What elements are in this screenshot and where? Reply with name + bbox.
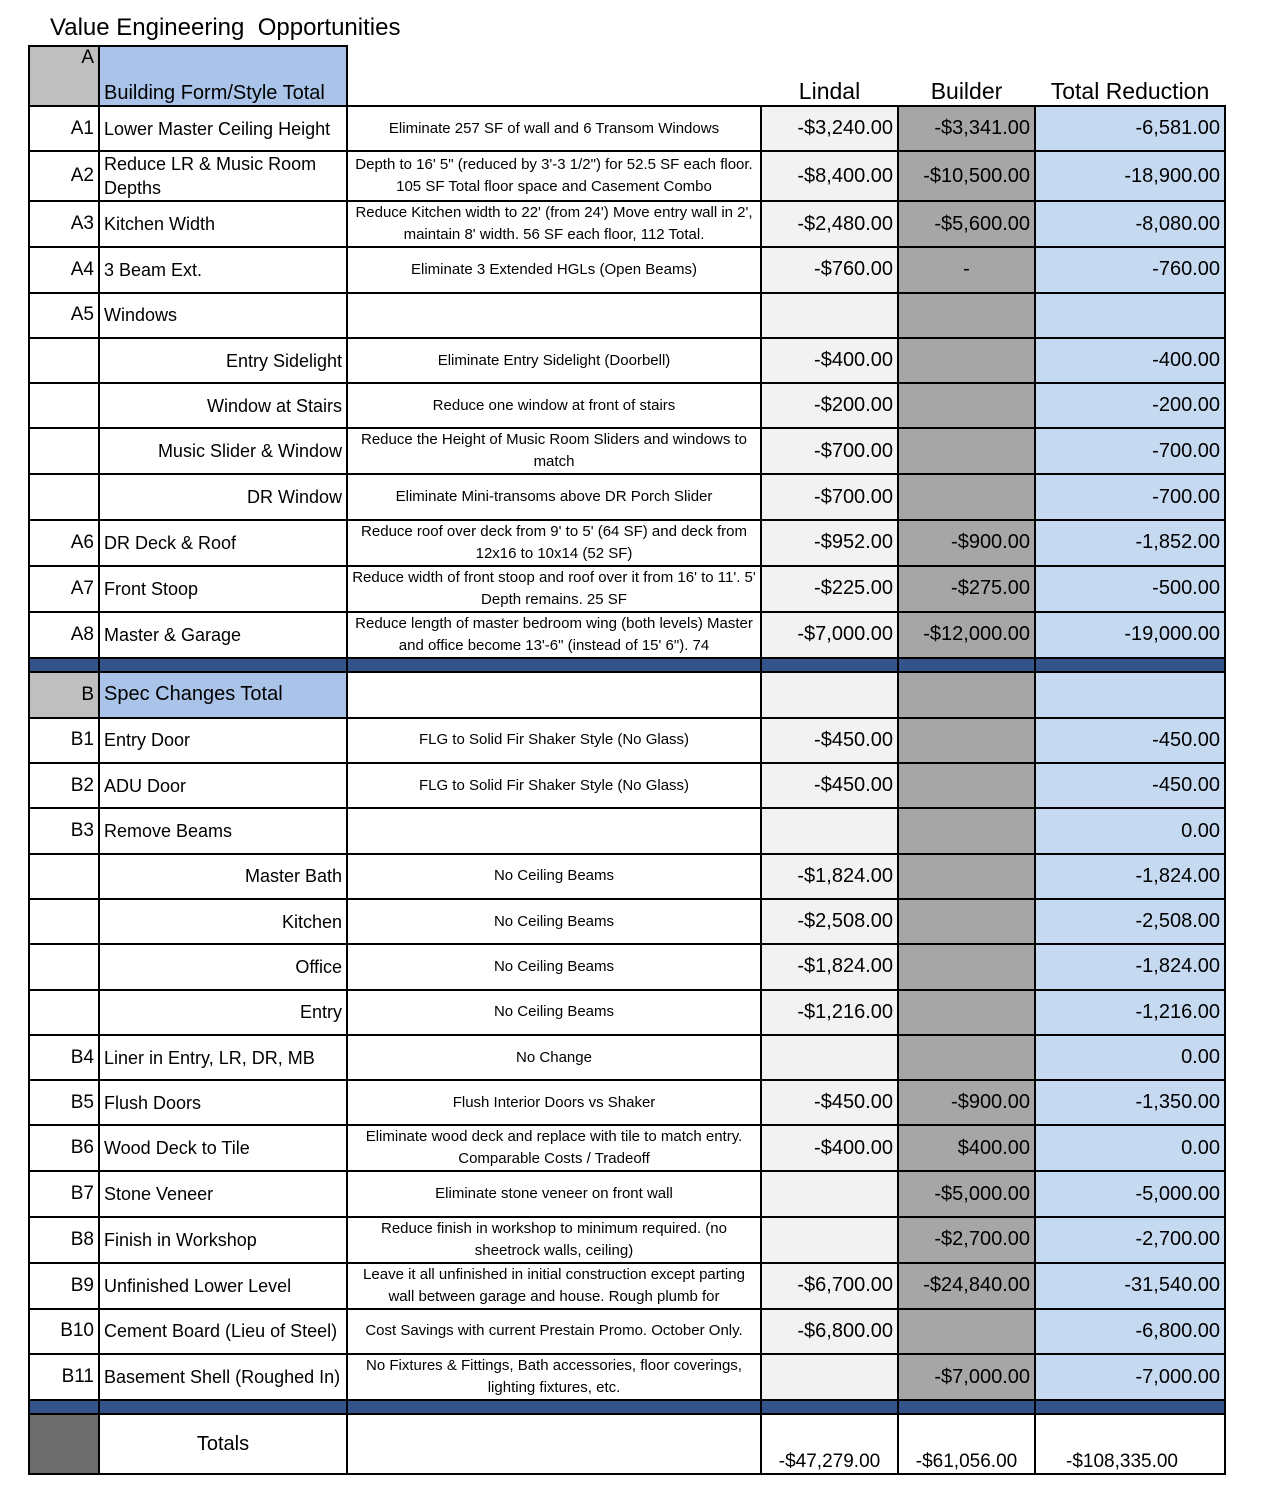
table-row <box>29 1035 1225 1080</box>
table-row <box>29 566 1225 612</box>
row-lindal-amount <box>761 293 898 338</box>
table-row <box>29 1125 1225 1171</box>
row-builder-amount: -$900.00 <box>898 520 1035 566</box>
row-code: A5 <box>29 293 99 338</box>
row-code: A1 <box>29 106 99 151</box>
row-code: B2 <box>29 763 99 808</box>
row-code: A2 <box>29 151 99 201</box>
row-item: Window at Stairs <box>99 383 347 428</box>
section-a-code: A <box>29 46 99 106</box>
row-code <box>29 944 99 989</box>
row-description: Reduce finish in workshop to minimum required. (no sheetrock walls, ceiling) <box>347 1217 761 1263</box>
row-total-reduction: -6,800.00 <box>1035 1309 1225 1354</box>
row-description: FLG to Solid Fir Shaker Style (No Glass) <box>347 763 761 808</box>
row-builder-amount <box>898 718 1035 763</box>
row-builder-amount: -$24,840.00 <box>898 1263 1035 1309</box>
row-code: B6 <box>29 1125 99 1171</box>
divider-cell <box>761 658 898 672</box>
totals-label: Totals <box>99 1414 347 1474</box>
row-item: Front Stoop <box>99 566 347 612</box>
divider-cell <box>347 1400 761 1414</box>
row-description: Reduce roof over deck from 9' to 5' (64 SF) and deck from 12x16 to 10x14 (52 SF) <box>347 520 761 566</box>
divider-cell <box>1035 658 1225 672</box>
row-description: Eliminate 257 SF of wall and 6 Transom Windows <box>347 106 761 151</box>
row-total-reduction: -700.00 <box>1035 428 1225 474</box>
section-b-header-row <box>29 672 1225 718</box>
row-total-reduction: -6,581.00 <box>1035 106 1225 151</box>
page-title: Value Engineering Opportunities <box>50 14 401 41</box>
row-builder-amount: -$2,700.00 <box>898 1217 1035 1263</box>
row-lindal-amount: -$8,400.00 <box>761 151 898 201</box>
row-total-reduction: -450.00 <box>1035 718 1225 763</box>
row-description <box>347 808 761 853</box>
row-builder-amount: -$275.00 <box>898 566 1035 612</box>
divider-cell <box>347 658 761 672</box>
row-total-reduction: -1,824.00 <box>1035 944 1225 989</box>
row-description: Reduce length of master bedroom wing (both levels) Master and office become 13'-6" (instead of 15' 6"). 74 <box>347 612 761 658</box>
row-code: B9 <box>29 1263 99 1309</box>
row-total-reduction: -2,700.00 <box>1035 1217 1225 1263</box>
section-b-lindal <box>761 672 898 718</box>
divider-cell <box>1035 1400 1225 1414</box>
row-lindal-amount <box>761 1171 898 1216</box>
row-item: Reduce LR & Music Room Depths <box>99 151 347 201</box>
row-total-reduction: -1,350.00 <box>1035 1080 1225 1125</box>
row-item: Master Bath <box>99 854 347 899</box>
table-row <box>29 944 1225 989</box>
row-builder-amount <box>898 1035 1035 1080</box>
row-lindal-amount: -$450.00 <box>761 763 898 808</box>
column-header-total-reduction: Total Reduction <box>1035 46 1225 106</box>
divider-cell <box>898 1400 1035 1414</box>
row-code <box>29 990 99 1035</box>
table-row <box>29 718 1225 763</box>
row-description: No Ceiling Beams <box>347 990 761 1035</box>
row-total-reduction: 0.00 <box>1035 1125 1225 1171</box>
row-builder-amount: -$900.00 <box>898 1080 1035 1125</box>
section-b-label: Spec Changes Total <box>99 672 347 718</box>
row-lindal-amount: -$700.00 <box>761 474 898 519</box>
row-code <box>29 474 99 519</box>
row-builder-amount <box>898 338 1035 383</box>
table-row <box>29 1263 1225 1309</box>
row-total-reduction: -19,000.00 <box>1035 612 1225 658</box>
row-code: A3 <box>29 201 99 247</box>
row-item: Flush Doors <box>99 1080 347 1125</box>
row-description: Reduce one window at front of stairs <box>347 383 761 428</box>
row-description: Reduce Kitchen width to 22' (from 24') Move entry wall in 2', maintain 8' width. 56 SF each floor, 112 Total. <box>347 201 761 247</box>
table-row <box>29 474 1225 519</box>
table-row <box>29 1217 1225 1263</box>
row-description: Cost Savings with current Prestain Promo. October Only. <box>347 1309 761 1354</box>
row-builder-amount: $400.00 <box>898 1125 1035 1171</box>
divider-cell <box>761 1400 898 1414</box>
table-row <box>29 338 1225 383</box>
totals-row <box>29 1414 1225 1474</box>
row-code <box>29 383 99 428</box>
section-divider <box>29 1400 1225 1414</box>
section-a-header-row <box>29 46 1225 106</box>
row-total-reduction: -760.00 <box>1035 247 1225 292</box>
row-code <box>29 338 99 383</box>
row-item: Remove Beams <box>99 808 347 853</box>
row-lindal-amount: -$6,800.00 <box>761 1309 898 1354</box>
row-code: B4 <box>29 1035 99 1080</box>
row-total-reduction: 0.00 <box>1035 808 1225 853</box>
row-total-reduction: -400.00 <box>1035 338 1225 383</box>
row-builder-amount <box>898 990 1035 1035</box>
row-lindal-amount: -$400.00 <box>761 1125 898 1171</box>
table-row <box>29 520 1225 566</box>
row-item: DR Window <box>99 474 347 519</box>
row-total-reduction: -5,000.00 <box>1035 1171 1225 1216</box>
table-row <box>29 612 1225 658</box>
row-item: DR Deck & Roof <box>99 520 347 566</box>
row-item: Windows <box>99 293 347 338</box>
divider-cell <box>99 1400 347 1414</box>
row-item: Lower Master Ceiling Height <box>99 106 347 151</box>
row-total-reduction: -700.00 <box>1035 474 1225 519</box>
row-item: Basement Shell (Roughed In) <box>99 1354 347 1400</box>
totals-total-reduction: -$108,335.00 <box>1035 1414 1225 1474</box>
table-row <box>29 383 1225 428</box>
row-item: Cement Board (Lieu of Steel) <box>99 1309 347 1354</box>
row-total-reduction: -8,080.00 <box>1035 201 1225 247</box>
row-code: A6 <box>29 520 99 566</box>
table-row <box>29 247 1225 292</box>
row-lindal-amount: -$1,824.00 <box>761 944 898 989</box>
row-code: B7 <box>29 1171 99 1216</box>
column-header-lindal: Lindal <box>761 46 898 106</box>
table-row <box>29 428 1225 474</box>
row-lindal-amount: -$2,508.00 <box>761 899 898 944</box>
row-lindal-amount: -$6,700.00 <box>761 1263 898 1309</box>
row-item: Unfinished Lower Level <box>99 1263 347 1309</box>
row-total-reduction: -1,852.00 <box>1035 520 1225 566</box>
row-description: No Ceiling Beams <box>347 854 761 899</box>
row-builder-amount: -$5,600.00 <box>898 201 1035 247</box>
row-description: No Ceiling Beams <box>347 944 761 989</box>
row-code: B1 <box>29 718 99 763</box>
row-lindal-amount: -$2,480.00 <box>761 201 898 247</box>
row-lindal-amount: -$760.00 <box>761 247 898 292</box>
row-builder-amount <box>898 808 1035 853</box>
row-item: Kitchen <box>99 899 347 944</box>
row-lindal-amount: -$225.00 <box>761 566 898 612</box>
table-row <box>29 1354 1225 1400</box>
row-lindal-amount <box>761 808 898 853</box>
row-code: A7 <box>29 566 99 612</box>
totals-lindal: -$47,279.00 <box>761 1414 898 1474</box>
value-engineering-table <box>28 45 1226 1475</box>
row-lindal-amount <box>761 1354 898 1400</box>
row-builder-amount: -$5,000.00 <box>898 1171 1035 1216</box>
row-code <box>29 854 99 899</box>
table-row <box>29 293 1225 338</box>
row-item: Master & Garage <box>99 612 347 658</box>
row-description: Flush Interior Doors vs Shaker <box>347 1080 761 1125</box>
table-row <box>29 990 1225 1035</box>
row-builder-amount: - <box>898 247 1035 292</box>
table-row <box>29 763 1225 808</box>
row-item: ADU Door <box>99 763 347 808</box>
row-description: Eliminate stone veneer on front wall <box>347 1171 761 1216</box>
row-description: Eliminate 3 Extended HGLs (Open Beams) <box>347 247 761 292</box>
row-item: Office <box>99 944 347 989</box>
totals-description <box>347 1414 761 1474</box>
row-code: B8 <box>29 1217 99 1263</box>
row-total-reduction: -200.00 <box>1035 383 1225 428</box>
row-builder-amount <box>898 383 1035 428</box>
row-code: B5 <box>29 1080 99 1125</box>
row-lindal-amount <box>761 1035 898 1080</box>
row-code <box>29 428 99 474</box>
header-spacer <box>347 46 761 106</box>
table-row <box>29 1309 1225 1354</box>
row-description: Reduce the Height of Music Room Sliders and windows to match <box>347 428 761 474</box>
row-description: No Change <box>347 1035 761 1080</box>
row-lindal-amount: -$1,824.00 <box>761 854 898 899</box>
row-code: A8 <box>29 612 99 658</box>
row-lindal-amount <box>761 1217 898 1263</box>
row-item: Kitchen Width <box>99 201 347 247</box>
row-total-reduction: -31,540.00 <box>1035 1263 1225 1309</box>
row-item: Liner in Entry, LR, DR, MB <box>99 1035 347 1080</box>
row-builder-amount <box>898 428 1035 474</box>
row-description <box>347 293 761 338</box>
divider-cell <box>29 1400 99 1414</box>
row-lindal-amount: -$450.00 <box>761 718 898 763</box>
row-code <box>29 899 99 944</box>
section-divider <box>29 658 1225 672</box>
totals-code <box>29 1414 99 1474</box>
divider-cell <box>99 658 347 672</box>
row-builder-amount <box>898 1309 1035 1354</box>
row-description: Eliminate Mini-transoms above DR Porch Slider <box>347 474 761 519</box>
row-description: Eliminate Entry Sidelight (Doorbell) <box>347 338 761 383</box>
table-row <box>29 899 1225 944</box>
divider-cell <box>898 658 1035 672</box>
row-item: Entry Door <box>99 718 347 763</box>
totals-builder: -$61,056.00 <box>898 1414 1035 1474</box>
row-total-reduction: 0.00 <box>1035 1035 1225 1080</box>
row-total-reduction <box>1035 293 1225 338</box>
row-builder-amount <box>898 293 1035 338</box>
row-builder-amount <box>898 944 1035 989</box>
row-builder-amount: -$12,000.00 <box>898 612 1035 658</box>
row-description: No Fixtures & Fittings, Bath accessories, floor coverings, lighting fixtures, etc. <box>347 1354 761 1400</box>
row-code: B11 <box>29 1354 99 1400</box>
section-b-total <box>1035 672 1225 718</box>
row-code: B10 <box>29 1309 99 1354</box>
row-item: Entry Sidelight <box>99 338 347 383</box>
row-code: B3 <box>29 808 99 853</box>
row-description: Depth to 16' 5" (reduced by 3'-3 1/2") for 52.5 SF each floor. 105 SF Total floor space and Casement Combo <box>347 151 761 201</box>
row-item: Stone Veneer <box>99 1171 347 1216</box>
table-row <box>29 106 1225 151</box>
divider-cell <box>29 658 99 672</box>
row-item: Wood Deck to Tile <box>99 1125 347 1171</box>
row-total-reduction: -18,900.00 <box>1035 151 1225 201</box>
table-row <box>29 201 1225 247</box>
row-lindal-amount: -$700.00 <box>761 428 898 474</box>
row-item: Finish in Workshop <box>99 1217 347 1263</box>
row-lindal-amount: -$400.00 <box>761 338 898 383</box>
row-description: No Ceiling Beams <box>347 899 761 944</box>
row-total-reduction: -1,824.00 <box>1035 854 1225 899</box>
table-row <box>29 854 1225 899</box>
column-header-builder: Builder <box>898 46 1035 106</box>
section-b-builder <box>898 672 1035 718</box>
row-description: Leave it all unfinished in initial construction except parting wall between garage and house. Rough plumb for <box>347 1263 761 1309</box>
row-builder-amount: -$3,341.00 <box>898 106 1035 151</box>
table-row <box>29 1080 1225 1125</box>
section-a-label: Building Form/Style Total <box>99 46 347 106</box>
row-description: FLG to Solid Fir Shaker Style (No Glass) <box>347 718 761 763</box>
row-lindal-amount: -$952.00 <box>761 520 898 566</box>
row-lindal-amount: -$200.00 <box>761 383 898 428</box>
row-description: Reduce width of front stoop and roof over it from 16' to 11'. 5' Depth remains. 25 SF <box>347 566 761 612</box>
table-row <box>29 1171 1225 1216</box>
row-lindal-amount: -$1,216.00 <box>761 990 898 1035</box>
row-description: Eliminate wood deck and replace with tile to match entry. Comparable Costs / Tradeoff <box>347 1125 761 1171</box>
row-item: 3 Beam Ext. <box>99 247 347 292</box>
row-builder-amount: -$7,000.00 <box>898 1354 1035 1400</box>
row-total-reduction: -1,216.00 <box>1035 990 1225 1035</box>
row-total-reduction: -2,508.00 <box>1035 899 1225 944</box>
row-code: A4 <box>29 247 99 292</box>
row-lindal-amount: -$7,000.00 <box>761 612 898 658</box>
row-item: Entry <box>99 990 347 1035</box>
row-builder-amount <box>898 899 1035 944</box>
row-lindal-amount: -$3,240.00 <box>761 106 898 151</box>
row-total-reduction: -450.00 <box>1035 763 1225 808</box>
row-builder-amount <box>898 854 1035 899</box>
row-builder-amount <box>898 763 1035 808</box>
row-total-reduction: -7,000.00 <box>1035 1354 1225 1400</box>
section-b-description <box>347 672 761 718</box>
section-b-code: B <box>29 672 99 718</box>
row-total-reduction: -500.00 <box>1035 566 1225 612</box>
row-item: Music Slider & Window <box>99 428 347 474</box>
row-builder-amount: -$10,500.00 <box>898 151 1035 201</box>
table-row <box>29 151 1225 201</box>
table-row <box>29 808 1225 853</box>
row-builder-amount <box>898 474 1035 519</box>
row-lindal-amount: -$450.00 <box>761 1080 898 1125</box>
